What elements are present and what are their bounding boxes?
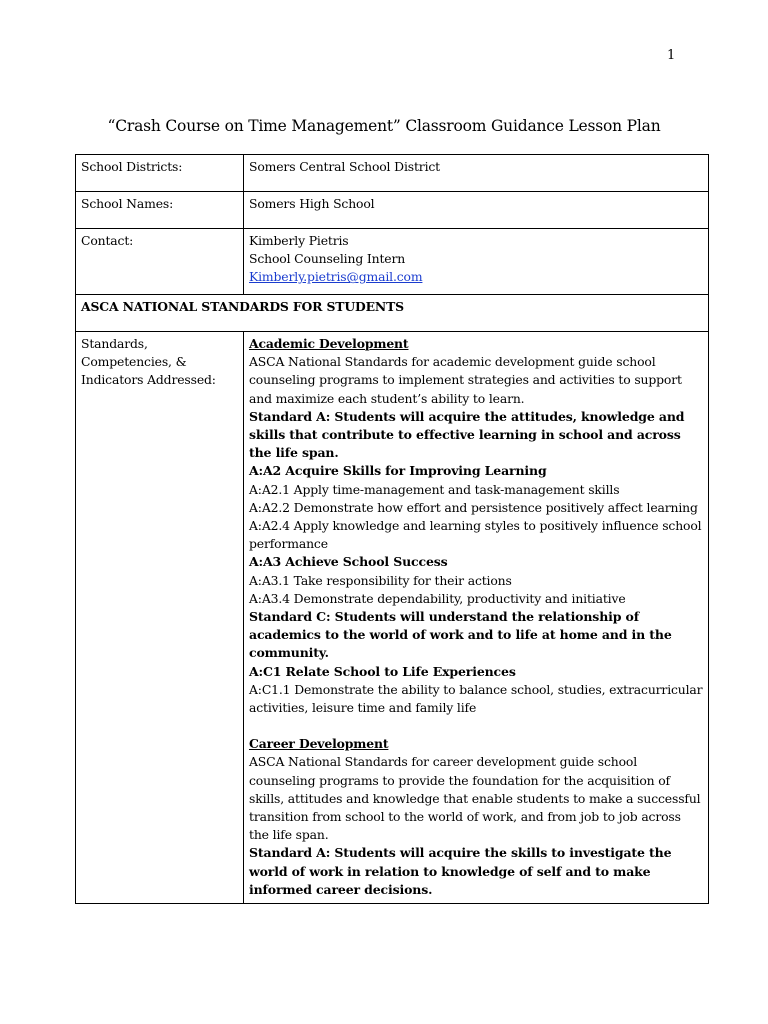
document-title: “Crash Course on Time Management” Classroom Guidance Lesson Plan bbox=[107, 117, 661, 135]
label-contact: Contact: bbox=[76, 229, 244, 295]
academic-development-heading: Academic Development bbox=[249, 336, 409, 351]
label-school-names: School Names: bbox=[76, 192, 244, 229]
table-row-contact bbox=[76, 229, 709, 295]
indicator-a-a3-4: A:A3.4 Demonstrate dependability, productivity and initiative bbox=[249, 590, 626, 606]
indicator-a-c1-1: A:C1.1 Demonstrate the ability to balance school, studies, extracurricular activities, leisure time and family life bbox=[249, 681, 703, 716]
career-standard-a: Standard A: Students will acquire the skills to investigate the world of work in relation to knowledge of self and to make informed career decisions. bbox=[249, 845, 672, 897]
label-school-districts: School Districts: bbox=[76, 155, 244, 192]
label-standards: Standards, Competencies, & Indicators Addressed: bbox=[76, 332, 244, 904]
table-row-standards bbox=[76, 332, 709, 904]
career-intro: ASCA National Standards for career development guide school counseling programs to provide the foundation for the acquisition of skills, attitudes and knowledge that enable students to make a successful transition from school to the world of work, and from job to job across the life span. bbox=[249, 754, 701, 843]
contact-email-link[interactable]: Kimberly.pietris@gmail.com bbox=[249, 269, 423, 285]
page-number: 1 bbox=[667, 48, 676, 63]
section-spacer bbox=[249, 717, 703, 735]
table-row-asca-header bbox=[76, 295, 709, 332]
indicator-a-a2-1: A:A2.1 Apply time-management and task-management skills bbox=[249, 481, 620, 497]
contact-cell bbox=[244, 229, 709, 295]
competency-a-c1: A:C1 Relate School to Life Experiences bbox=[249, 663, 516, 679]
lesson-plan-table bbox=[75, 154, 709, 904]
contact-name: Kimberly Pietris bbox=[249, 233, 349, 248]
career-development-heading: Career Development bbox=[249, 736, 389, 752]
academic-standard-a: Standard A: Students will acquire the attitudes, knowledge and skills that contribute to effective learning in school and across the life span. bbox=[249, 408, 685, 461]
competency-a-a3: A:A3 Achieve School Success bbox=[249, 554, 448, 570]
standards-cell bbox=[244, 332, 709, 904]
academic-intro: ASCA National Standards for academic development guide school counseling programs to implement strategies and activities to support and maximize each student’s ability to learn. bbox=[249, 354, 682, 406]
academic-standard-c: Standard C: Students will understand the relationship of academics to the world of work and to life at home and in the community. bbox=[249, 609, 672, 661]
value-school-names: Somers High School bbox=[244, 192, 709, 229]
indicator-a-a3-1: A:A3.1 Take responsibility for their actions bbox=[249, 572, 512, 588]
contact-role: School Counseling Intern bbox=[249, 251, 406, 267]
asca-standards-heading: ASCA NATIONAL STANDARDS FOR STUDENTS bbox=[76, 295, 709, 332]
value-school-districts: Somers Central School District bbox=[244, 155, 709, 192]
table-row-schools bbox=[76, 192, 709, 229]
table-row-districts bbox=[76, 155, 709, 192]
indicator-a-a2-2: A:A2.2 Demonstrate how effort and persistence positively affect learning bbox=[249, 499, 698, 515]
competency-a-a2: A:A2 Acquire Skills for Improving Learning bbox=[249, 463, 547, 479]
indicator-a-a2-4: A:A2.4 Apply knowledge and learning styles to positively influence school performance bbox=[249, 518, 702, 552]
